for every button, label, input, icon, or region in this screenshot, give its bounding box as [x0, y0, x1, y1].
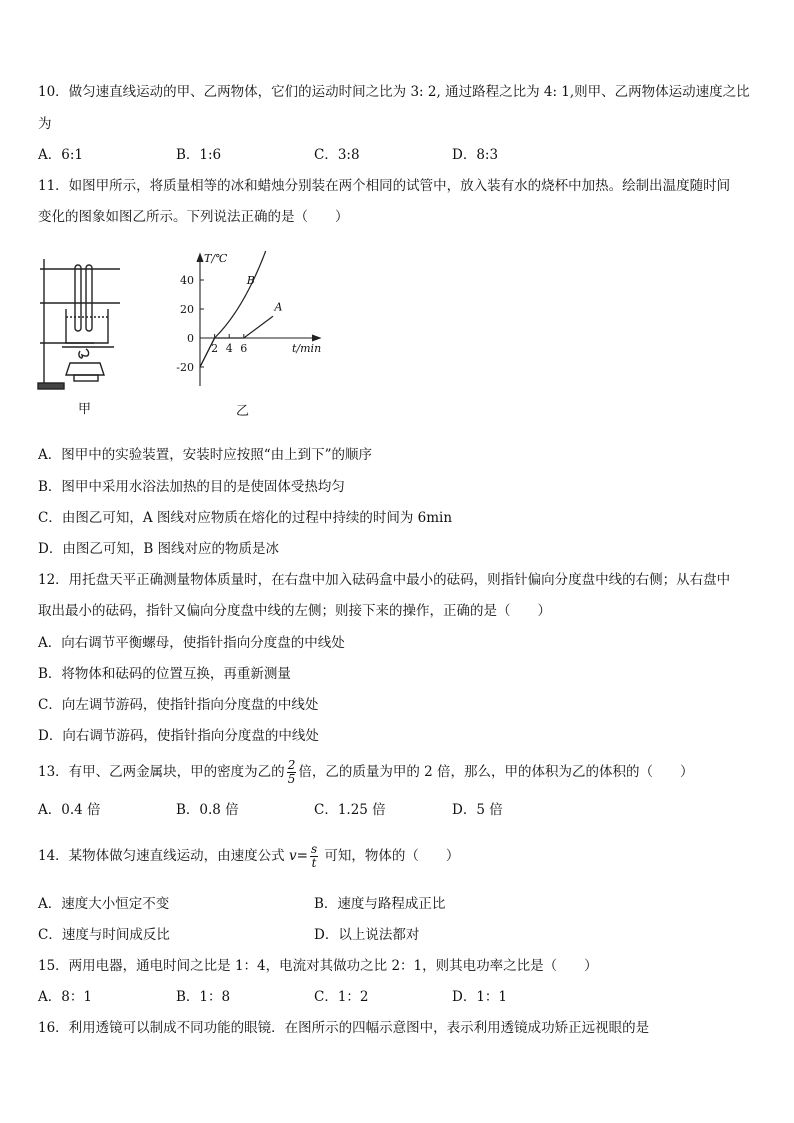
- figure-yi-caption: 乙: [236, 404, 250, 419]
- q14-stem-pre: 14．某物体做匀速直线运动，由速度公式: [38, 848, 289, 864]
- q14-frac-num: s: [310, 842, 318, 856]
- apparatus-figure: [34, 255, 134, 395]
- q14-option-a: A．速度大小恒定不变: [38, 896, 170, 912]
- y-tick-label: 0: [187, 332, 194, 345]
- figure-jia-caption: 甲: [78, 402, 92, 417]
- q15-option-d: D．1：1: [452, 989, 508, 1005]
- series-label-A: A: [274, 300, 283, 314]
- q13-option-b: B．0.8 倍: [176, 802, 239, 818]
- q14-stem-post: 可知，物体的（ ）: [320, 848, 460, 864]
- q14-fraction: [310, 843, 318, 870]
- x-axis-arrow: [312, 335, 320, 341]
- q11-option-c: C．由图乙可知，A 图线对应物质在熔化的过程中持续的时间为 6min: [38, 510, 453, 526]
- q13-frac-num: 2: [287, 758, 296, 772]
- series-line-B: [200, 251, 266, 367]
- x-tick-label: 2: [211, 342, 219, 355]
- q12-option-a: A．向右调节平衡螺母，使指针指向分度盘的中线处: [38, 635, 345, 651]
- q13-option-d: D．5 倍: [452, 802, 503, 818]
- y-tick-label: -20: [176, 361, 194, 374]
- y-axis-arrow: [197, 254, 203, 262]
- temperature-time-chart: [168, 248, 328, 398]
- q11-option-b: B．图甲中采用水浴法加热的目的是使固体受热均匀: [38, 479, 345, 495]
- q10-option-b: B．1:6: [176, 147, 222, 163]
- q14-frac-den: t: [311, 856, 317, 870]
- q10-stem-line2: 为: [38, 116, 52, 132]
- q14-option-d: D．以上说法都对: [314, 927, 420, 943]
- q13-fraction: [287, 759, 297, 786]
- series-label-B: B: [246, 274, 255, 287]
- q15-option-a: A．8：1: [38, 989, 92, 1005]
- q14-equals: =: [296, 848, 308, 864]
- q12-option-b: B．将物体和砝码的位置互换，再重新测量: [38, 666, 291, 682]
- q13-frac-den: 5: [287, 772, 296, 786]
- q12-stem-line2: 取出最小的砝码，指针又偏向分度盘中线的左侧；则接下来的操作，正确的是（ ）: [38, 603, 551, 619]
- y-tick-label: 40: [180, 274, 194, 287]
- q13-stem-post: 倍，乙的质量为甲的 2 倍，那么，甲的体积为乙的体积的（ ）: [298, 764, 694, 780]
- q10-option-a: A．6:1: [38, 147, 83, 163]
- q14-option-c: C．速度与时间成反比: [38, 927, 170, 943]
- q13-option-a: A．0.4 倍: [38, 802, 101, 818]
- q10-stem-line1: 10．做匀速直线运动的甲、乙两物体，它们的运动时间之比为 3: 2, 通过路程之比为 4: 1,则甲、乙两物体运动速度之比: [38, 84, 750, 100]
- q15-option-c: C．1：2: [314, 989, 369, 1005]
- q10-option-d: D．8:3: [452, 147, 499, 163]
- q11-option-d: D．由图乙可知，B 图线对应的物质是冰: [38, 541, 280, 557]
- q12-option-c: C．向左调节游码，使指针指向分度盘的中线处: [38, 697, 319, 713]
- q14-var-v: v: [288, 848, 297, 864]
- x-axis-label: t/min: [292, 342, 322, 355]
- q16-stem: 16．利用透镜可以制成不同功能的眼镜．在图所示的四幅示意图中，表示利用透镜成功矫正远视眼的是: [38, 1020, 650, 1036]
- x-tick-label: 4: [225, 342, 233, 355]
- q12-stem-line1: 12．用托盘天平正确测量物体质量时，在右盘中加入砝码盒中最小的砝码，则指针偏向分度盘中线的右侧；从右盘中: [38, 572, 731, 588]
- q11-option-a: A．图甲中的实验装置，安装时应按照“由上到下”的顺序: [38, 447, 373, 463]
- q15-stem: 15．两用电器，通电时间之比是 1：4，电流对其做功之比 2：1，则其电功率之比是（ ）: [38, 958, 598, 974]
- x-tick-label: 6: [240, 342, 248, 355]
- q12-option-d: D．向右调节游码，使指针指向分度盘的中线处: [38, 728, 319, 744]
- q10-option-c: C．3:8: [314, 147, 360, 163]
- q11-stem-line1: 11．如图甲所示，将质量相等的冰和蜡烛分别装在两个相同的试管中，放入装有水的烧杯中加热。绘制出温度随时间: [38, 178, 731, 194]
- q13-stem: [38, 758, 694, 786]
- q13-option-c: C．1.25 倍: [314, 802, 386, 818]
- q15-option-b: B．1：8: [176, 989, 231, 1005]
- q11-stem-line2: 变化的图象如图乙所示。下列说法正确的是（ ）: [38, 209, 349, 225]
- q13-stem-pre: 13．有甲、乙两金属块，甲的密度为乙的: [38, 764, 285, 780]
- y-axis-label: T/℃: [204, 252, 228, 265]
- q14-option-b: B．速度与路程成正比: [314, 896, 446, 912]
- q14-stem: [38, 842, 459, 870]
- y-tick-label: 20: [180, 303, 194, 316]
